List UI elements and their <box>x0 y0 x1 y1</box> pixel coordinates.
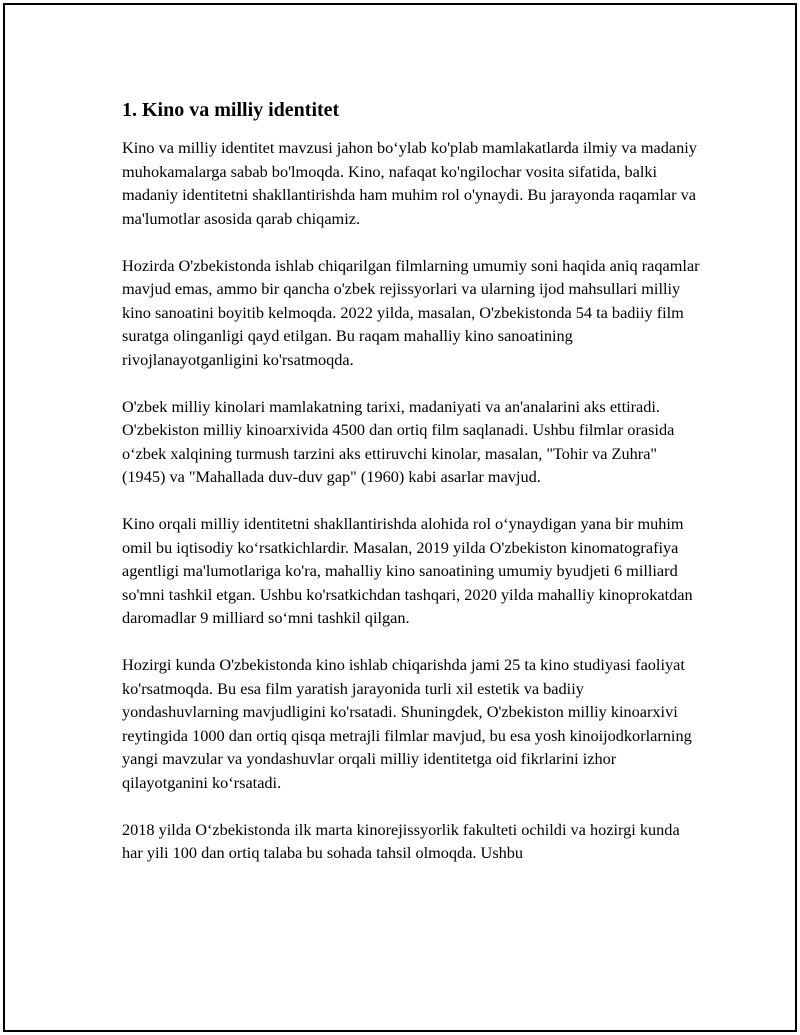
paragraph-4: Kino orqali milliy identitetni shakllantirishda alohida rol o‘ynaydigan yana bir muhim omil bu iqtisodiy ko‘rsatkichlardir. Masalan, 2019 yilda O'zbekiston kinomatografiya agentligi ma'lumotlariga ko'ra, mahalliy kino sanoatining umumiy byudjeti 6 milliard so'mni tashkil etgan. Ushbu ko'rsatkichdan tashqari, 2020 yilda mahalliy kinoprokatdan daromadlar 9 milliard so‘mni tashkil qilgan. <box>122 514 693 627</box>
paragraph-3: O'zbek milliy kinolari mamlakatning tarixi, madaniyati va an'analarini aks ettiradi. O'zbekiston milliy kinoarxivida 4500 dan ortiq film saqlanadi. Ushbu filmlar orasida o‘zbek xalqining turmush tarzini aks ettiruvchi kinolar, masalan, "Tohir va Zuhra" (1945) va "Mahallada duv-duv gap" (1960) kabi asarlar mavjud. <box>122 396 675 486</box>
document-body <box>122 96 702 888</box>
paragraph-2: Hozirda O'zbekistonda ishlab chiqarilgan filmlarning umumiy soni haqida aniq raqamlar mavjud emas, ammo bir qancha o'zbek rejissyorlari va ularning ijod mahsullari milliy kino sanoatini boyitib kelmoqda. 2022 yilda, masalan, O'zbekistonda 54 ta badiiy film suratga olinganligi qayd etilgan. Bu raqam mahalliy kino sanoatining rivojlanayotganligini ko'rsatmoqda. <box>122 255 700 369</box>
section-heading: 1. Kino va milliy identitet <box>122 99 340 121</box>
paragraph-1: Kino va milliy identitet mavzusi jahon bo‘ylab ko'plab mamlakatlarda ilmiy va madaniy muhokamalarga sabab bo'lmoqda. Kino, nafaqat ko'ngilochar vosita sifatida, balki madaniy identitetni shakllantirishda ham muhim rol o'ynaydi. Bu jarayonda raqamlar va ma'lumotlar asosida qarab chiqamiz. <box>122 138 697 228</box>
page-frame <box>3 3 797 1032</box>
paragraph-6: 2018 yilda O‘zbekistonda ilk marta kinorejissyorlik fakulteti ochildi va hozirgi kunda har yili 100 dan ortiq talaba bu sohada tahsil olmoqda. Ushbu <box>122 819 680 862</box>
paragraph-5: Hozirgi kunda O'zbekistonda kino ishlab chiqarishda jami 25 ta kino studiyasi faoliyat ko'rsatmoqda. Bu esa film yaratish jarayonida turli xil estetik va badiiy yondashuvlarning mavjudligini ko'rsatadi. Shuningdek, O'zbekiston milliy kinoarxivi reytingida 1000 dan ortiq qisqa metrajli filmlar mavjud, bu esa yosh kinoijodkorlarning yangi mavzular va yondashuvlar orqali milliy identitetga oid fikrlarini izhor qilayotganini ko‘rsatadi. <box>122 655 692 792</box>
